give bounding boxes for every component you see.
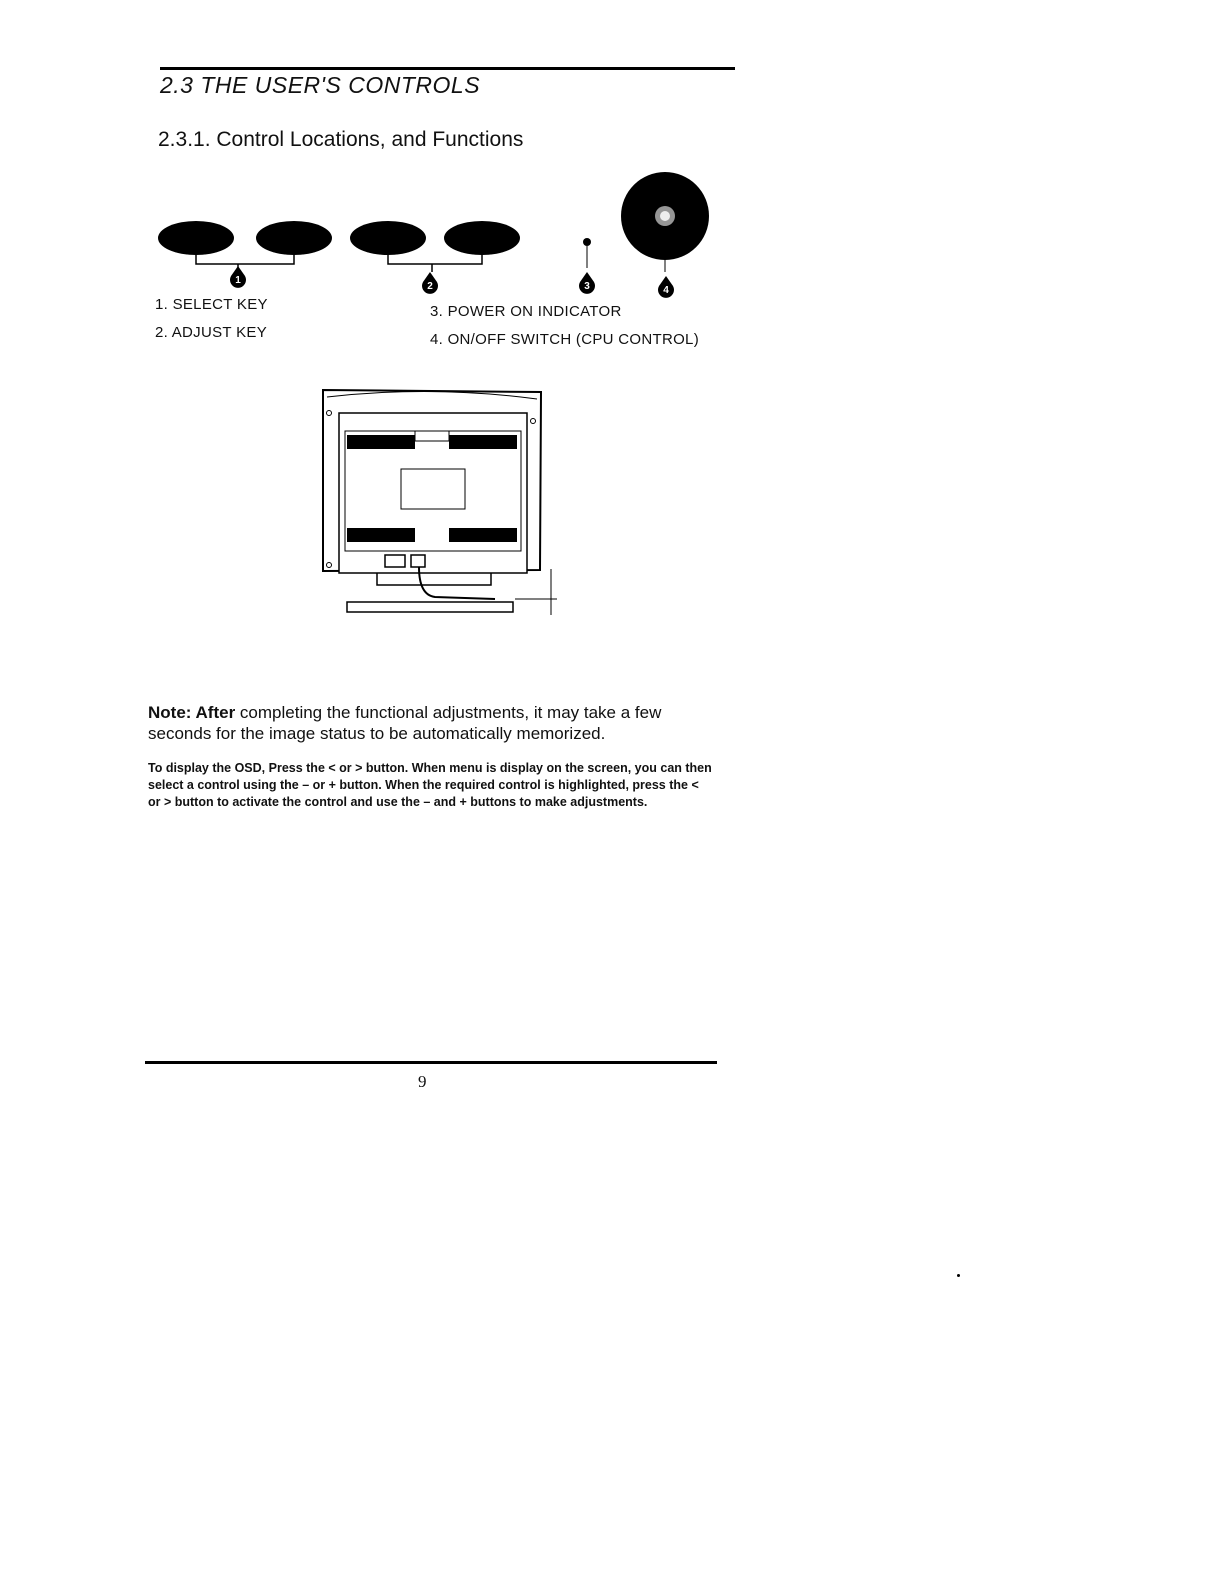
label-on-off-switch: 4. ON/OFF SWITCH (CPU CONTROL) — [430, 331, 699, 348]
monitor-rear-illustration — [315, 385, 565, 625]
badge-4-label: 4 — [663, 285, 669, 296]
badge-1 — [229, 266, 247, 288]
power-indicator-led — [583, 238, 591, 246]
note-paragraph — [148, 702, 708, 744]
select-key-right — [256, 221, 332, 255]
select-key-left — [158, 221, 234, 255]
select-bracket — [196, 252, 294, 264]
adjust-bracket — [388, 252, 482, 264]
badge-3-label: 3 — [584, 281, 590, 292]
top-rule — [160, 67, 735, 70]
badge-4 — [657, 276, 675, 298]
badge-1-label: 1 — [235, 275, 241, 286]
label-power-indicator: 3. POWER ON INDICATOR — [430, 303, 622, 320]
scan-speck — [957, 1274, 960, 1277]
page-number: 9 — [418, 1072, 427, 1091]
badge-2 — [421, 272, 439, 294]
bottom-rule — [145, 1061, 717, 1064]
note-text: completing the functional adjustments, it may take a few seconds for the image status to be automatically memorized. — [148, 703, 662, 743]
adjust-key-left — [350, 221, 426, 255]
section-title: 2.3 THE USER'S CONTROLS — [160, 72, 481, 98]
label-adjust-key: 2. ADJUST KEY — [155, 324, 267, 341]
label-select-key: 1. SELECT KEY — [155, 296, 268, 313]
osd-instructions: To display the OSD, Press the < or > button. When menu is display on the screen, you can then select a control using the – or + button. When the required control is highlighted, press the < or > button to activate the control and use the – and + buttons to make adjustments. — [148, 761, 712, 809]
note-prefix: Note: After — [148, 703, 236, 722]
badge-2-label: 2 — [427, 281, 433, 292]
adjust-key-right — [444, 221, 520, 255]
subsection-title: 2.3.1. Control Locations, and Functions — [158, 128, 524, 151]
badge-3 — [578, 272, 596, 294]
